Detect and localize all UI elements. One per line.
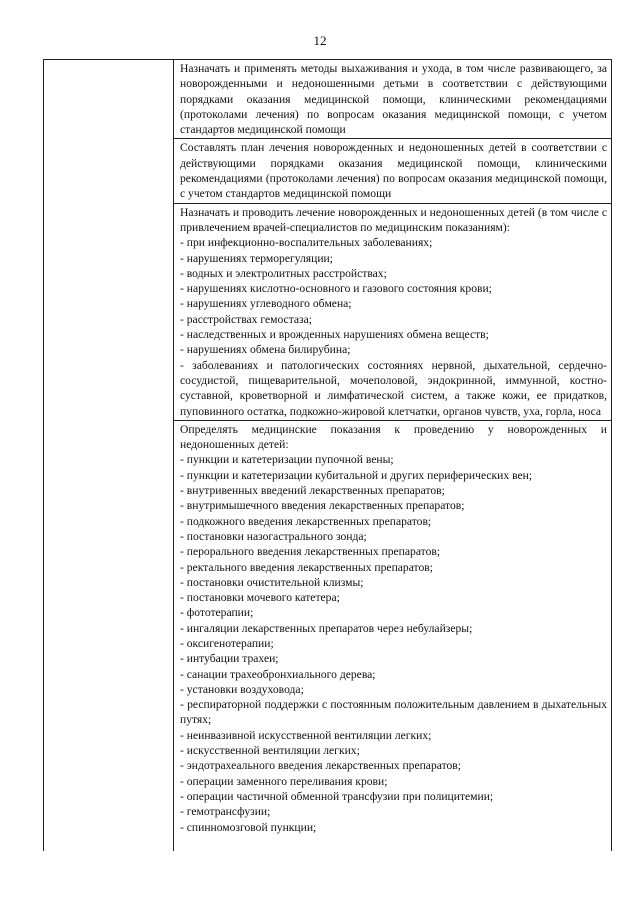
list-item: - наследственных и врожденных нарушениях обмена веществ; bbox=[180, 328, 489, 342]
table-row bbox=[174, 421, 611, 836]
list-item: - подкожного введения лекарственных препаратов; bbox=[180, 514, 432, 528]
list-item: - заболеваниях и патологических состояниях нервной, дыхательной, сердечно-сосудистой, пищеварительной, мочеполовой, эндокринной, иммунной, костно-суставной, кроветворной и лимфатической систем, а также кожи, ее придатков, пуповинного остатка, подкожно-жировой клетчатки, органов чувств, уха, горла, носа bbox=[180, 358, 607, 418]
list-item: - пункции и катетеризации кубитальной и других периферических вен; bbox=[180, 468, 533, 482]
list-item: - перорального введения лекарственных препаратов; bbox=[180, 545, 441, 559]
list-item: - интубации трахеи; bbox=[180, 652, 279, 666]
list-item: - нарушениях углеводного обмена; bbox=[180, 297, 352, 311]
list-item: - ингаляции лекарственных препаратов через небулайзеры; bbox=[180, 621, 473, 635]
list-item: - операции заменного переливания крови; bbox=[180, 774, 388, 788]
row-text: Составлять план лечения новорожденных и недоношенных детей в соответствии с действующими порядками оказания медицинской помощи, клиническими рекомендациями (протоколами лечения) по вопросам оказания медицинской помощи, с учетом стандартов медицинской помощи bbox=[180, 141, 607, 201]
list-item: - операции частичной обменной трансфузии при полицитемии; bbox=[180, 789, 494, 803]
list-item: - при инфекционно-воспалительных заболеваниях; bbox=[180, 236, 433, 250]
list-item: - респираторной поддержки с постоянным положительным давлением в дыхательных путях; bbox=[180, 698, 607, 727]
list-item: - внутривенных введений лекарственных препаратов; bbox=[180, 484, 445, 498]
list-item: - ректального введения лекарственных препаратов; bbox=[180, 560, 433, 574]
list-item: - искусственной вентиляции легких; bbox=[180, 744, 360, 758]
list-item: - оксигенотерапии; bbox=[180, 636, 274, 650]
list-item: - постановки мочевого катетера; bbox=[180, 591, 340, 605]
list-item: - фототерапии; bbox=[180, 606, 254, 620]
list-item: - установки воздуховода; bbox=[180, 682, 304, 696]
list-item: - пункции и катетеризации пупочной вены; bbox=[180, 453, 394, 467]
competency-table bbox=[43, 59, 612, 851]
list-item: - водных и электролитных расстройствах; bbox=[180, 266, 387, 280]
page-number: 12 bbox=[313, 33, 327, 48]
list-item: - нарушениях обмена билирубина; bbox=[180, 343, 351, 357]
list-item: - расстройствах гемостаза; bbox=[180, 312, 312, 326]
list-item: - постановки очистительной клизмы; bbox=[180, 575, 364, 589]
table-row bbox=[174, 139, 611, 203]
list-item: - неинвазивной искусственной вентиляции легких; bbox=[180, 728, 432, 742]
list-item: - нарушениях кислотно-основного и газового состояния крови; bbox=[180, 282, 492, 296]
list-item: - постановки назогастрального зонда; bbox=[180, 529, 367, 543]
list-item: - спинномозговой пункции; bbox=[180, 820, 317, 834]
table-row bbox=[174, 204, 611, 421]
list-item: - эндотрахеального введения лекарственных препаратов; bbox=[180, 759, 462, 773]
list-item: - санации трахеобронхиального дерева; bbox=[180, 667, 376, 681]
table-right-column bbox=[174, 60, 611, 851]
row-text: Определять медицинские показания к проведению у новорожденных и недоношенных детей: bbox=[180, 422, 607, 452]
row-text: Назначать и проводить лечение новорожденных и недоношенных детей (в том числе с привлечением врачей-специалистов по медицинским показаниям): bbox=[180, 205, 607, 234]
list-item: - гемотрансфузии; bbox=[180, 805, 271, 819]
table-row bbox=[174, 60, 611, 139]
row-text: Назначать и применять методы выхаживания и ухода, в том числе развивающего, за новорожденными и недоношенными детьми в соответствии с действующими порядками оказания медицинской помощи, клиническими рекомендациями (протоколами лечения) по вопросам оказания медицинской помощи, с учетом стандартов медицинской помощи bbox=[180, 62, 607, 137]
table-left-column bbox=[44, 60, 174, 851]
list-item: - нарушениях терморегуляции; bbox=[180, 251, 333, 265]
list-item: - внутримышечного введения лекарственных препаратов; bbox=[180, 499, 465, 513]
